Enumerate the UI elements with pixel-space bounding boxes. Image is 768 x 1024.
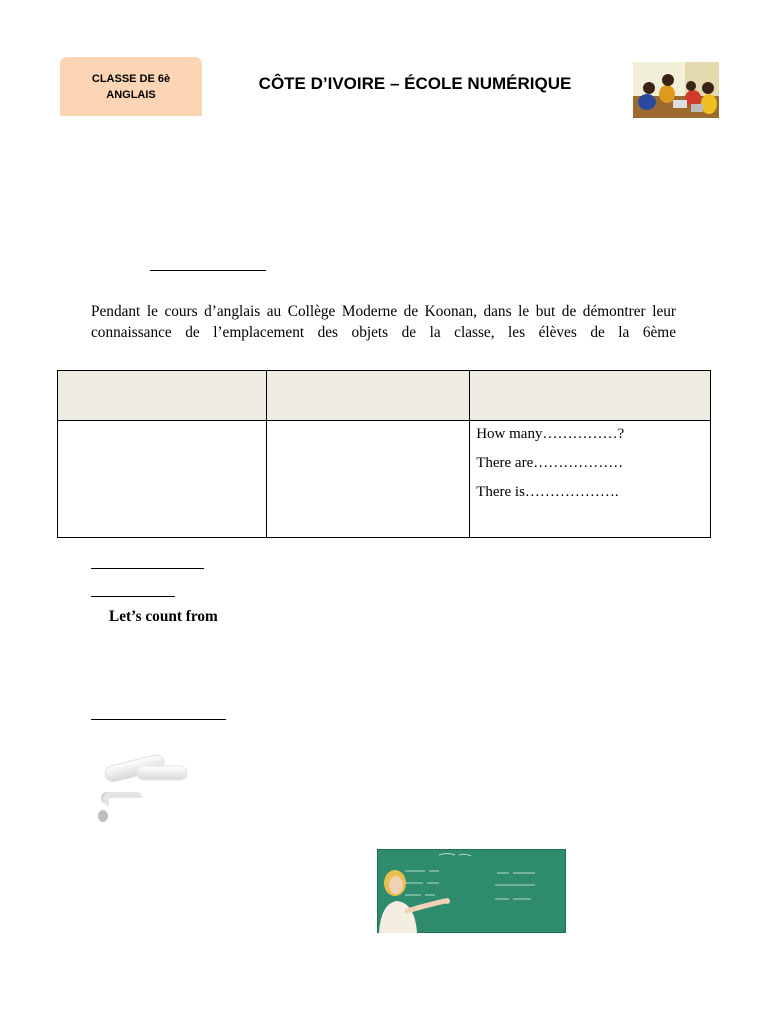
heading-underline <box>91 568 204 569</box>
structure-line: There are……………… <box>476 455 624 471</box>
structure-line: How many……………? <box>476 426 625 442</box>
activity-instruction: Let’s count from <box>109 608 218 625</box>
students-illustration <box>633 62 719 118</box>
class-level: CLASSE DE 6è <box>91 72 171 85</box>
table-row <box>58 421 711 538</box>
lesson-table <box>57 370 711 538</box>
table-header-cell <box>470 371 711 421</box>
table-header-row <box>58 371 711 421</box>
structure-line: There is………………. <box>476 484 619 500</box>
class-badge <box>60 57 202 116</box>
table-cell <box>266 421 470 538</box>
chalk-illustration <box>97 738 223 836</box>
teacher-chalkboard-illustration <box>377 849 566 933</box>
table-header-cell <box>58 371 267 421</box>
table-header-cell <box>266 371 470 421</box>
subheading-underline <box>91 596 175 597</box>
heading-underline <box>91 719 226 720</box>
structures-cell <box>470 421 711 538</box>
table-cell <box>58 421 267 538</box>
subject: ANGLAIS <box>106 88 156 101</box>
intro-paragraph: Pendant le cours d’anglais au Collège Moderne de Koonan, dans le but de démontrer leur connaissance de l’emplacement des objets de la classe, les élèves de la 6ème <box>91 303 676 341</box>
section-heading-underline <box>150 270 266 271</box>
page-title: CÔTE D’IVOIRE – ÉCOLE NUMÉRIQUE <box>258 74 572 93</box>
